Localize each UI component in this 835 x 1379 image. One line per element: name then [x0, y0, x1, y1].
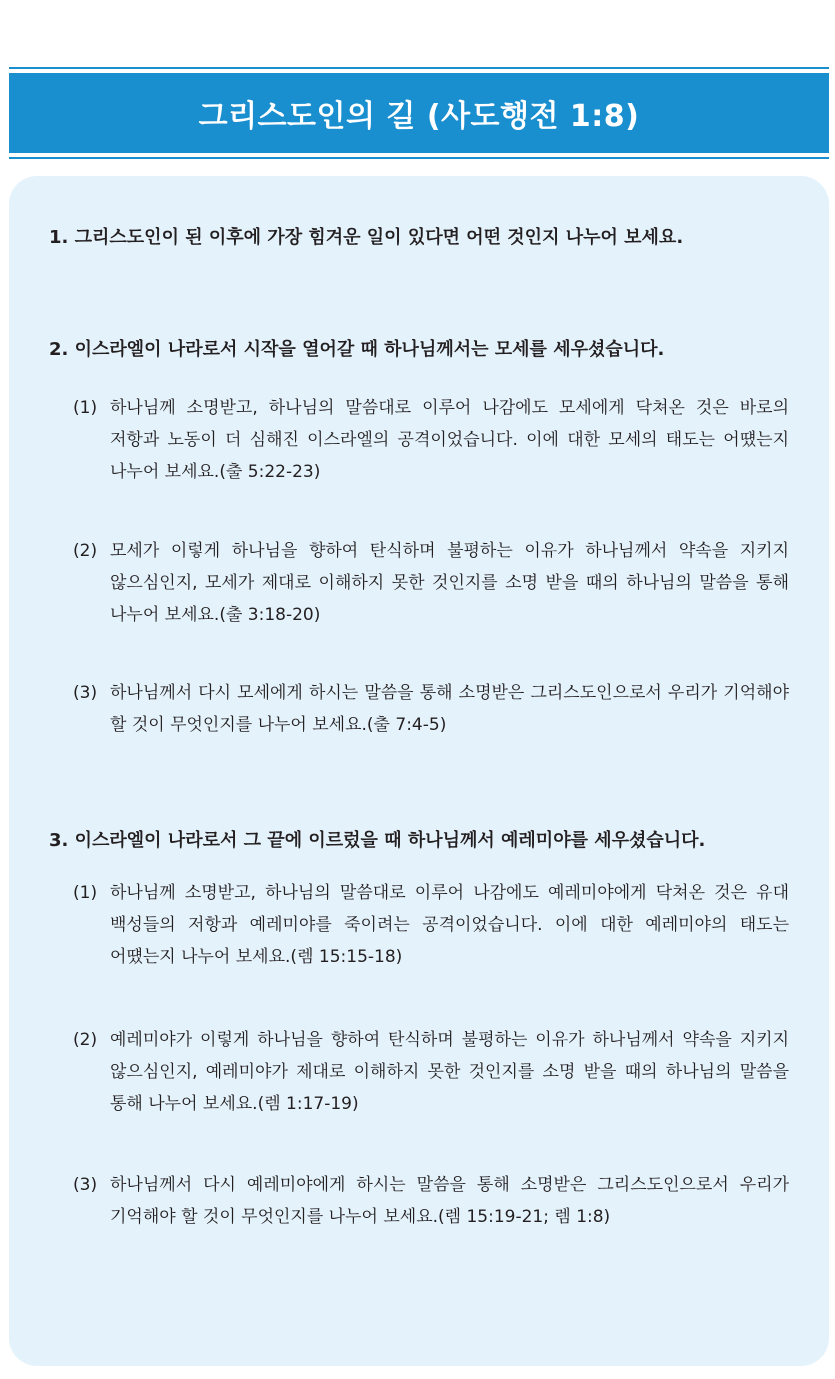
question-2-sub-1 [73, 392, 789, 488]
question-3: 3. 이스라엘이 나라로서 그 끝에 이르렀을 때 하나님께서 예레미야를 세우셨습니다. [49, 830, 706, 851]
sub-number: (2) [73, 541, 98, 561]
sub-number: (3) [73, 683, 98, 703]
sub-number: (3) [73, 1175, 98, 1195]
question-1: 1. 그리스도인이 된 이후에 가장 힘겨운 일이 있다면 어떤 것인지 나누어 보세요. [49, 227, 684, 248]
question-2-sub-3 [73, 677, 789, 741]
question-3-sub-2 [73, 1024, 789, 1120]
title-bar [9, 73, 829, 153]
question-panel [9, 176, 829, 1366]
sub-number: (1) [73, 398, 98, 418]
sub-text: 하나님께 소명받고, 하나님의 말씀대로 이루어 나감에도 예레미야에게 닥쳐온 것은 유대 백성들의 저항과 예레미야를 죽이려는 공격이었습니다. 이에 대한 예레미야의 태도는 어떘는지 나누어 보세요.(렘 15:15-18) [110, 883, 789, 967]
sub-number: (1) [73, 883, 98, 903]
sub-text: 예레미야가 이렇게 하나님을 향하여 탄식하며 불평하는 이유가 하나님께서 약속을 지키지 않으심인지, 예레미야가 제대로 이해하지 못한 것인지를 소명 받을 때의 하나님의 말씀을 통해 나누어 보세요.(렘 1:17-19) [110, 1030, 789, 1114]
sub-text: 모세가 이렇게 하나님을 향하여 탄식하며 불평하는 이유가 하나님께서 약속을 지키지 않으심인지, 모세가 제대로 이해하지 못한 것인지를 소명 받을 때의 하나님의 말씀을 통해 나누어 보세요.(출 3:18-20) [110, 541, 789, 625]
question-2-sub-2 [73, 535, 789, 631]
title-banner [9, 67, 829, 159]
page-title: 그리스도인의 길 (사도행전 1:8) [198, 99, 640, 134]
sub-text: 하나님께 소명받고, 하나님의 말씀대로 이루어 나감에도 모세에게 닥쳐온 것은 바로의 저항과 노동이 더 심해진 이스라엘의 공격이었습니다. 이에 대한 모세의 태도는 어떘는지 나누어 보세요.(출 5:22-23) [110, 398, 789, 482]
sub-text: 하나님께서 다시 모세에게 하시는 말씀을 통해 소명받은 그리스도인으로서 우리가 기억해야 할 것이 무엇인지를 나누어 보세요.(출 7:4-5) [110, 683, 789, 735]
question-3-sub-3 [73, 1169, 789, 1233]
question-3-sub-1 [73, 877, 789, 973]
sub-number: (2) [73, 1030, 98, 1050]
question-2: 2. 이스라엘이 나라로서 시작을 열어갈 때 하나님께서는 모세를 세우셨습니다. [49, 339, 665, 360]
sub-text: 하나님께서 다시 예레미야에게 하시는 말씀을 통해 소명받은 그리스도인으로서 우리가 기억해야 할 것이 무엇인지를 나누어 보세요.(렘 15:19-21; 렘 1:8) [110, 1175, 789, 1227]
